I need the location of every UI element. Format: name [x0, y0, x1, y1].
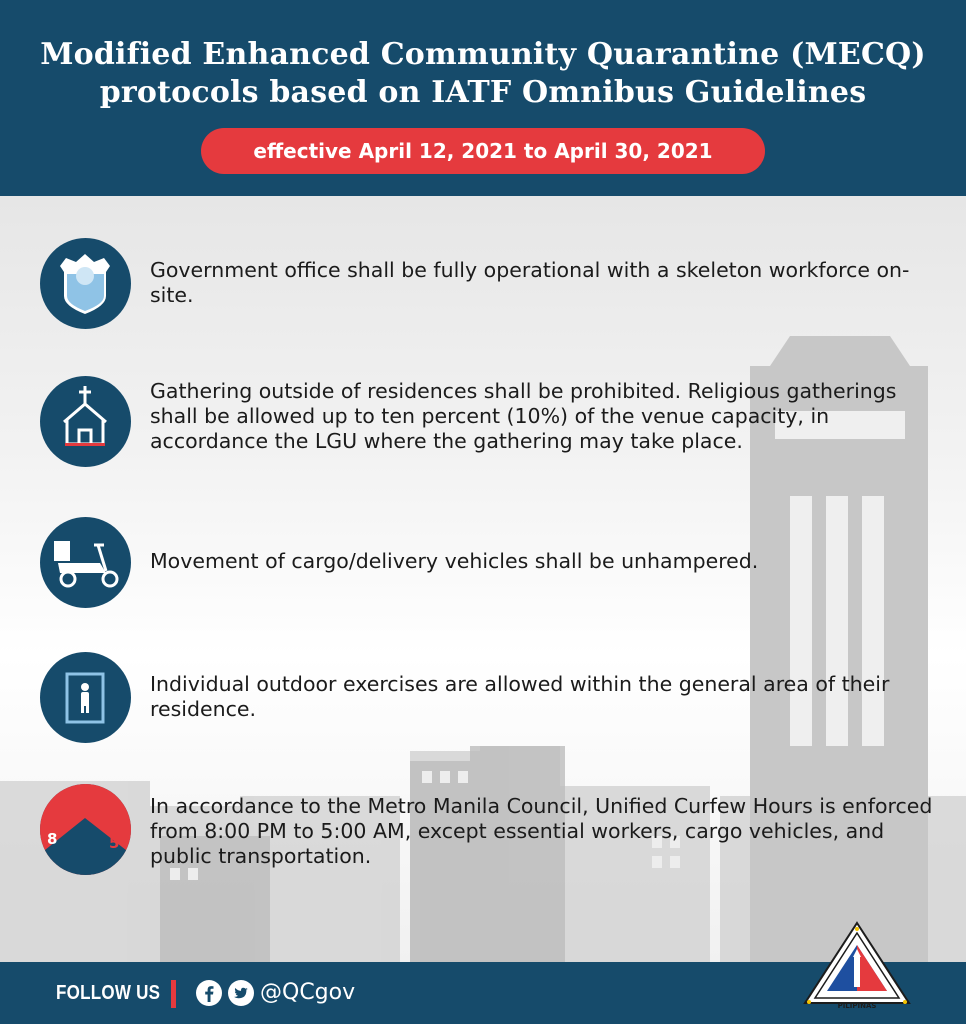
- protocol-list: [0, 196, 966, 962]
- follow-us-label: FOLLOW US: [56, 982, 161, 1004]
- protocol-text: Movement of cargo/delivery vehicles shall be unhampered.: [150, 549, 759, 573]
- curfew-clock-icon: [40, 784, 131, 875]
- shield-icon: [40, 238, 131, 329]
- delivery-scooter-icon: [40, 517, 131, 608]
- twitter-icon[interactable]: [228, 980, 254, 1006]
- curfew-start-hour: 8: [47, 830, 58, 848]
- header-banner: [0, 0, 966, 196]
- svg-text:PILIPINAS: PILIPINAS: [837, 1002, 877, 1009]
- title-line-1: Modified Enhanced Community Quarantine (MECQ): [40, 37, 926, 72]
- protocol-text: In accordance to the Metro Manila Council, Unified Curfew Hours is enforced from 8:00 PM to 5:00 AM, except essential workers, cargo vehicles, and public transportation.: [150, 794, 933, 868]
- protocol-text: Gathering outside of residences shall be prohibited. Religious gatherings shall be allowed up to ten percent (10%) of the venue capacity, in accordance the LGU where the gathering may take place.: [150, 379, 897, 453]
- curfew-end-hour: 5: [109, 834, 120, 852]
- quezon-city-seal-logo: [801, 919, 913, 1009]
- protocol-text: Government office shall be fully operational with a skeleton workforce on-site.: [150, 258, 910, 307]
- page-title: [0, 36, 966, 112]
- social-handle[interactable]: @QCgov: [260, 980, 356, 1005]
- title-line-2: protocols based on IATF Omnibus Guidelines: [99, 75, 867, 110]
- protocol-text: Individual outdoor exercises are allowed within the general area of their residence.: [150, 672, 890, 721]
- person-exercise-icon: [40, 652, 131, 743]
- facebook-icon[interactable]: [196, 980, 222, 1006]
- footer-divider: [171, 980, 176, 1008]
- effective-date-badge: effective April 12, 2021 to April 30, 2021: [201, 128, 765, 174]
- church-icon: [40, 376, 131, 467]
